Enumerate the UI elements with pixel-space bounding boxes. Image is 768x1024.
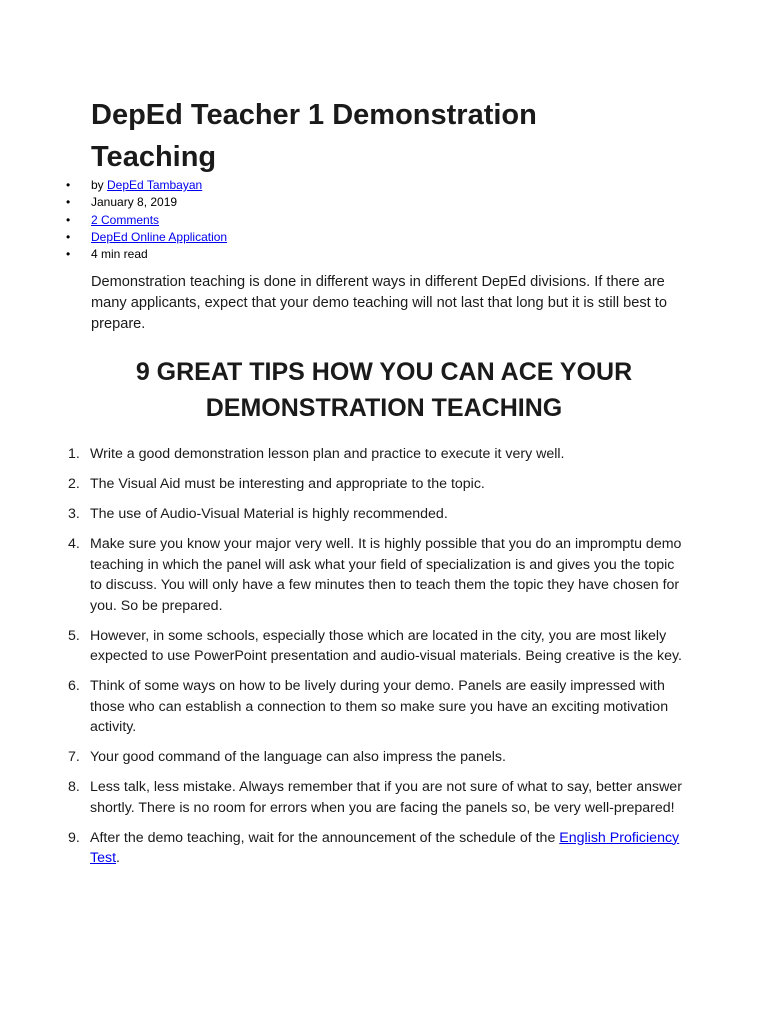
list-item-number: 1.	[68, 446, 80, 462]
list-item	[62, 828, 684, 869]
list-item-number: 7.	[68, 749, 80, 765]
list-item-number: 8.	[68, 779, 80, 795]
article-meta-list	[62, 177, 227, 263]
list-item	[62, 534, 684, 616]
list-item	[62, 676, 684, 738]
list-item	[62, 747, 684, 768]
list-item-text: Make sure you know your major very well. It is highly possible that you do an impromptu demo teaching in which the panel will ask what your field of specialization is and gives you the topic to discuss. You will only have a few minutes then to teach them the topic they have chosen for you. So be prepared.	[90, 536, 682, 614]
list-item	[62, 777, 684, 818]
meta-comments	[62, 212, 227, 229]
list-item-text: Think of some ways on how to be lively during your demo. Panels are easily impressed with those who can establish a connection to them so make sure you have an exciting motivation activity.	[90, 678, 669, 735]
intro-paragraph: Demonstration teaching is done in different ways in different DepEd divisions. If there are many applicants, expect that your demo teaching will not last that long but it is still best to prepare.	[91, 274, 667, 332]
list-item-number: 4.	[68, 536, 80, 552]
meta-by-prefix: by	[91, 178, 108, 192]
list-item-text: After the demo teaching, wait for the announcement of the schedule of the	[90, 829, 560, 846]
list-item-text: The use of Audio-Visual Material is highly recommended.	[90, 506, 448, 522]
list-item-text: Your good command of the language can also impress the panels.	[90, 749, 506, 765]
list-item-text: However, in some schools, especially those which are located in the city, you are most likely expected to use PowerPoint presentation and audio-visual materials. Being creative is the key.	[90, 627, 683, 664]
comments-link[interactable]: 2 Comments	[91, 212, 160, 227]
list-item-number: 9.	[68, 829, 80, 846]
meta-author	[62, 177, 227, 194]
list-item	[62, 444, 684, 465]
list-item-text-end: .	[116, 850, 120, 866]
category-link[interactable]: DepEd Online Application	[91, 229, 228, 244]
meta-category	[62, 229, 227, 246]
list-item-number: 5.	[68, 627, 80, 644]
article-title: DepEd Teacher 1 Demonstration Teaching	[91, 99, 537, 173]
list-item-text: Write a good demonstration lesson plan and practice to execute it very well.	[90, 446, 565, 462]
meta-date: • January 8, 2019	[62, 194, 227, 211]
tips-list	[62, 444, 684, 878]
list-item-text: The Visual Aid must be interesting and appropriate to the topic.	[90, 476, 485, 492]
english-proficiency-test-link[interactable]: English Proficiency Test	[90, 829, 680, 866]
list-item-number: 2.	[68, 476, 80, 492]
list-item-number: 6.	[68, 678, 80, 694]
list-item	[62, 474, 684, 495]
list-item-text: Less talk, less mistake. Always remember that if you are not sure of what to say, better answer shortly. There is no room for errors when you are facing the panels so, be very well-prepared!	[90, 779, 682, 816]
list-item	[62, 626, 684, 667]
list-item-number: 3.	[68, 506, 80, 522]
author-link[interactable]: DepEd Tambayan	[107, 178, 203, 192]
meta-read-time: • 4 min read	[62, 246, 227, 263]
list-item	[62, 504, 684, 525]
tips-heading: 9 GREAT TIPS HOW YOU CAN ACE YOUR DEMONSTRATION TEACHING	[135, 358, 633, 422]
